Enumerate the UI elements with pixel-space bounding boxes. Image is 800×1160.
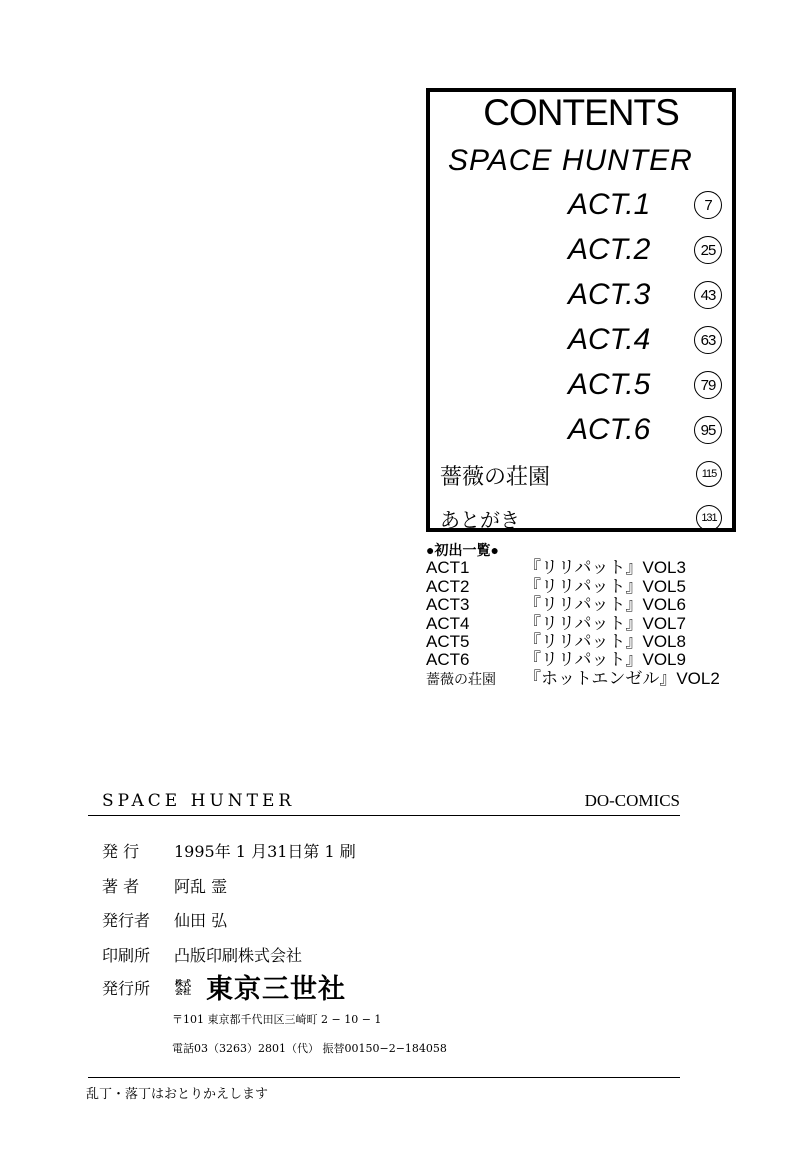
colophon-key: 発 行 (102, 842, 140, 861)
contents-title: CONTENTS (483, 92, 679, 133)
toc-page-number: 43 (694, 281, 722, 309)
story-title: 薔薇の荘園 (426, 670, 496, 687)
list-item (426, 670, 746, 688)
first-publication-list (426, 541, 746, 688)
colophon-value: 阿乱 霊 (174, 877, 228, 896)
toc-page-number: 25 (694, 236, 722, 264)
story-title: ACT3 (426, 595, 470, 615)
story-title: ACT6 (426, 650, 470, 670)
toc-entry (440, 458, 728, 494)
toc-page-number: 63 (694, 326, 722, 354)
toc-page-number: 131 (696, 505, 722, 531)
colophon-label: DO-COMICS (584, 791, 680, 810)
magazine-source: 『リリパット』VOL9 (524, 650, 686, 670)
toc-entry (568, 323, 728, 359)
toc-page-number: 95 (694, 416, 722, 444)
toc-entry-label: ACT.4 (568, 323, 651, 356)
toc-entry (440, 502, 728, 538)
toc-entry (568, 233, 728, 269)
colophon-bottom-rule (88, 1077, 680, 1078)
colophon-key: 発行者 (102, 911, 151, 930)
colophon-value (174, 967, 346, 1006)
story-title: ACT2 (426, 576, 470, 596)
list-item (426, 615, 746, 633)
replacement-note: 乱丁・落丁はおとりかえします (86, 1087, 269, 1102)
colophon-key: 印刷所 (102, 946, 151, 965)
list-item (426, 559, 746, 577)
colophon-key: 著 者 (102, 877, 140, 896)
list-item (426, 651, 746, 669)
publisher-phone: 電話03（3263）2801（代） 振替00150−2−184058 (172, 1042, 447, 1055)
colophon-book-title: SPACE HUNTER (102, 791, 296, 811)
toc-page-number: 7 (694, 191, 722, 219)
magazine-source: 『ホットエンゼル』VOL2 (524, 668, 720, 688)
toc-entry (568, 413, 728, 449)
magazine-source: 『リリパット』VOL5 (524, 576, 686, 596)
colophon-top-rule (88, 815, 680, 816)
magazine-source: 『リリパット』VOL8 (524, 632, 686, 652)
contents-subtitle: SPACE HUNTER (448, 144, 693, 177)
toc-entry (568, 278, 728, 314)
company-name: 東京三世社 (206, 974, 346, 1005)
colophon-value: 1995年 1 月31日第 1 刷 (174, 842, 356, 861)
colophon-key: 発行所 (102, 979, 151, 998)
list-item (426, 596, 746, 614)
toc-entry-label: あとがき (440, 508, 520, 532)
list-item (426, 633, 746, 651)
toc-entry-label: ACT.3 (568, 278, 651, 311)
colophon-value: 仙田 弘 (174, 911, 228, 930)
toc-entry-label: ACT.2 (568, 233, 651, 266)
contents-box (426, 88, 736, 532)
toc-entry-label: ACT.6 (568, 413, 651, 446)
magazine-source: 『リリパット』VOL6 (524, 595, 686, 615)
story-title: ACT4 (426, 613, 470, 633)
toc-entry (568, 188, 728, 224)
toc-page-number: 79 (694, 371, 722, 399)
colophon-value: 凸版印刷株式会社 (174, 946, 303, 965)
toc-entry (568, 368, 728, 404)
list-item (426, 578, 746, 596)
story-title: ACT5 (426, 632, 470, 652)
toc-entry-label: ACT.5 (568, 368, 651, 401)
publisher-address: 〒101 東京都千代田区三崎町 2 − 10 − 1 (172, 1013, 382, 1026)
toc-entry-label: ACT.1 (568, 188, 651, 221)
company-type: 株式 会社 (175, 977, 191, 996)
first-publication-header: ●初出一覧● (426, 542, 499, 558)
magazine-source: 『リリパット』VOL3 (524, 558, 686, 578)
story-title: ACT1 (426, 558, 470, 578)
toc-page-number: 115 (696, 461, 722, 487)
magazine-source: 『リリパット』VOL7 (524, 613, 686, 633)
toc-entry-label: 薔薇の荘園 (440, 465, 551, 490)
